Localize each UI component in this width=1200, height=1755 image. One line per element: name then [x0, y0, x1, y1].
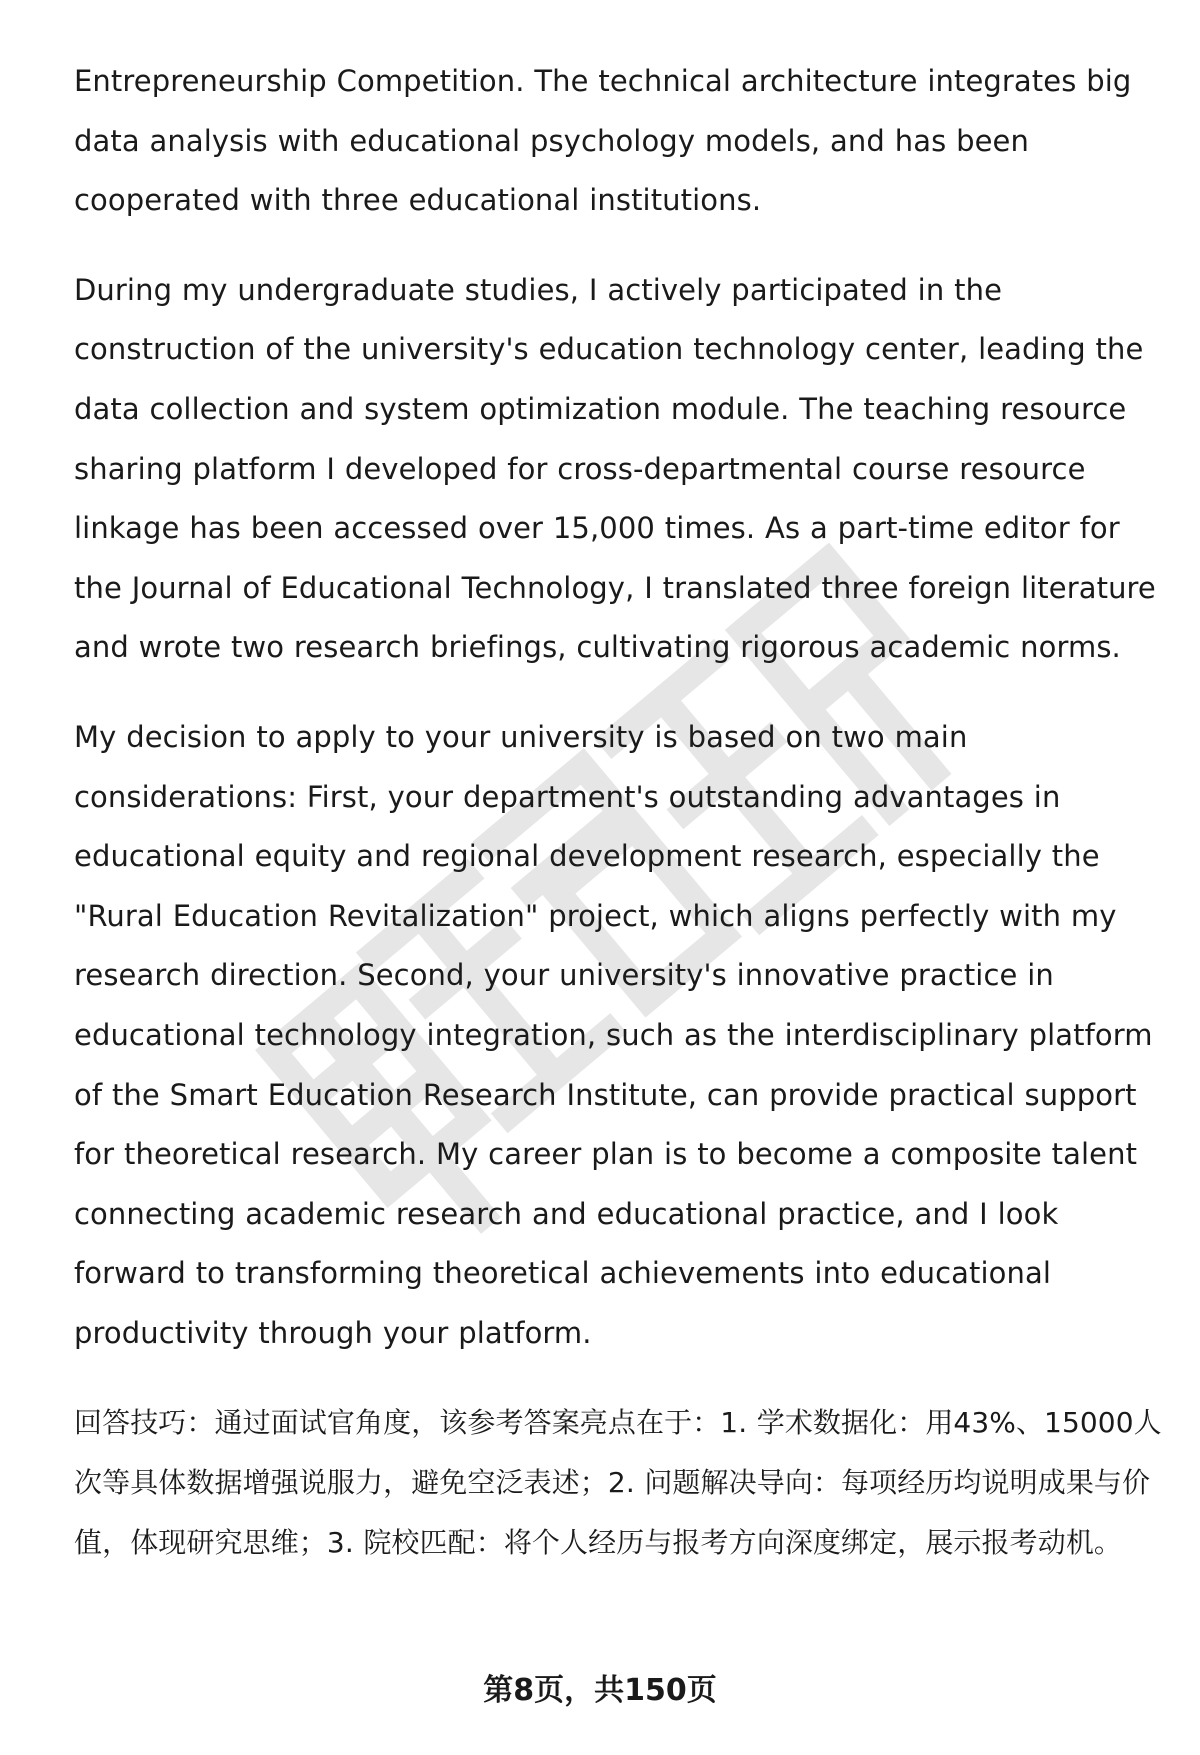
- page-indicator: 第8页，共150页: [483, 1673, 717, 1708]
- paragraph-motivation: My decision to apply to your university is based on two main considerations: First, your department's outstanding advantages in educational equity and regional development research, especially the "Rural Education Revitalization" project, which aligns perfectly with my research direction. Second, your university's innovative practice in educational technology integration, such as the interdisciplinary platform of the Smart Education Research Institute, can provide practical support for theoretical research. My career plan is to become a composite talent connecting academic research and educational practice, and I look forward to transforming theoretical achievements into educational productivity through your platform.: [74, 719, 1153, 1350]
- paragraph-undergraduate: During my undergraduate studies, I actively participated in the construction of the university's education technology center, leading the data collection and system optimization module. The teaching resource sharing platform I developed for cross-departmental course resource linkage has been accessed over 15,000 times. As a part-time editor for the Journal of Educational Technology, I translated three foreign literature and wrote two research briefings, cultivating rigorous academic norms.: [74, 272, 1156, 665]
- paragraph-competition: Entrepreneurship Competition. The technical architecture integrates big data analysis with educational psychology models, and has been cooperated with three educational institutions.: [74, 64, 1132, 218]
- answer-tips: 回答技巧：通过面试官角度，该参考答案亮点在于：1. 学术数据化：用43%、15000人次等具体数据增强说服力，避免空泛表述；2. 问题解决导向：每项经历均说明成果与价值，体现研究思维；3. 院校匹配：将个人经历与报考方向深度绑定，展示报考动机。: [74, 1406, 1162, 1559]
- document-body: [74, 52, 1164, 1602]
